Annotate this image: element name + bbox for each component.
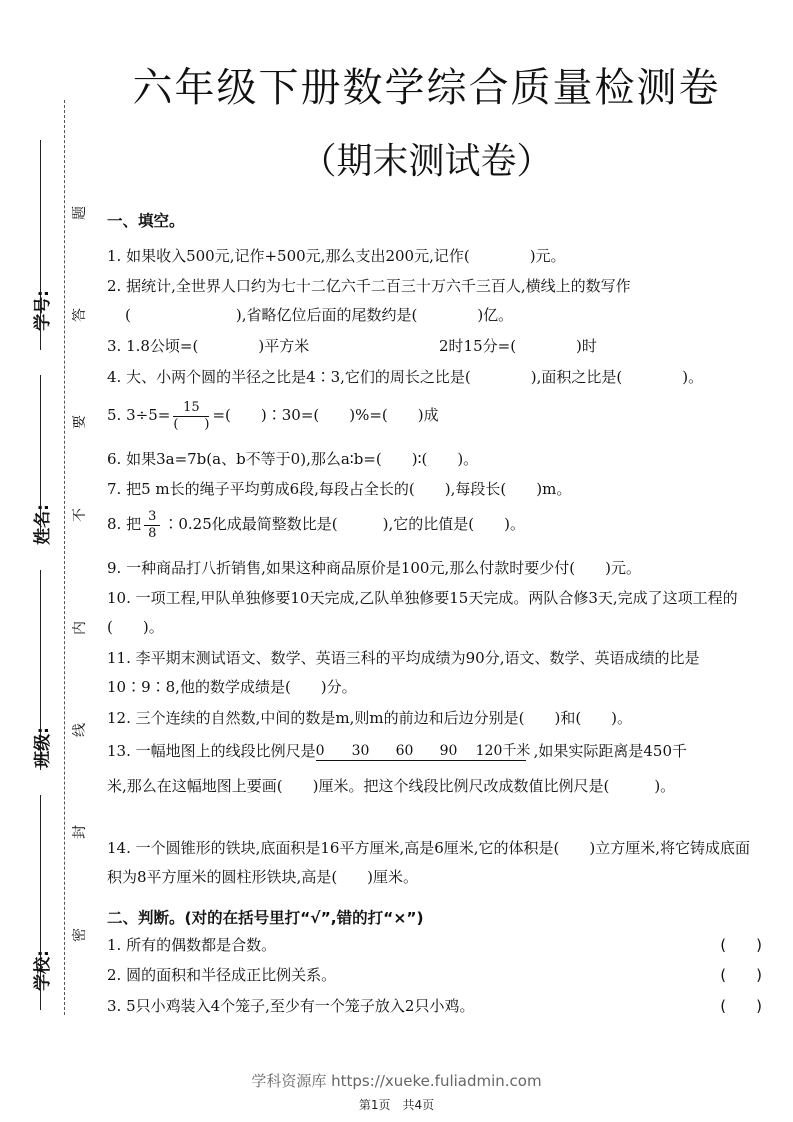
seal-char: 密: [72, 928, 88, 942]
line-scale: [316, 737, 534, 765]
question-9: 9. 一种商品打八折销售,如果这种商品原价是100元,那么付款时要少付( )元。: [107, 559, 641, 577]
judge-item-3: [107, 995, 762, 1016]
question-5-fraction: [173, 400, 209, 433]
seal-char: 题: [72, 206, 88, 220]
seal-char: 线: [72, 723, 88, 737]
question-1: 1. 如果收入500元,记作+500元,那么支出200元,记作( )元。: [107, 247, 566, 265]
question-5-pre: 5. 3÷5=: [107, 406, 171, 424]
question-3b: 2时15分=( )时: [439, 337, 597, 355]
scale-tick: 30: [351, 743, 370, 759]
seal-char: 不: [72, 508, 88, 522]
page-subtitle: （期末测试卷）: [300, 141, 553, 182]
question-8: [107, 504, 762, 544]
question-5-post: =( )∶30=( )%=( )成: [212, 406, 439, 424]
question-4: 4. 大、小两个圆的半径之比是4∶3,它们的周长之比是( ),面积之比是( )。: [107, 368, 704, 386]
question-13-rest: 米,那么在这幅地图上要画( )厘米。把这个线段比例尺改成数值比例尺是( )。: [107, 777, 676, 795]
seal-char: 要: [72, 415, 88, 429]
fraction-denominator: ( ): [173, 416, 210, 432]
question-5: [107, 395, 762, 435]
fraction-denominator: 8: [148, 525, 157, 541]
question-2-line2: ( ),省略亿位后面的尾数约是( )亿。: [125, 306, 514, 324]
question-8-fraction: [144, 509, 160, 542]
seal-char: 内: [72, 621, 88, 635]
scale-bar: [316, 760, 526, 761]
judge-item-text: 2. 圆的面积和半径成正比例关系。: [107, 966, 337, 984]
question-3: [107, 332, 762, 360]
question-13-post: ,如果实际距离是450千: [533, 742, 688, 760]
answer-bracket: ( ): [720, 966, 762, 984]
answer-bracket: ( ): [720, 997, 762, 1015]
page-number: 第1页 共4页: [358, 1098, 435, 1112]
binding-dashed-line: [64, 100, 65, 1015]
page-title: 六年级下册数学综合质量检测卷: [132, 65, 721, 111]
scale-tick: 60: [395, 743, 414, 759]
judge-item-text: 3. 5只小鸡装入4个笼子,至少有一个笼子放入2只小鸡。: [107, 997, 475, 1015]
question-3a: 3. 1.8公顷=( )平方米: [107, 337, 310, 355]
seal-char: 答: [72, 308, 88, 322]
section2-heading: 二、判断。(对的在括号里打“√”,错的打“×”): [107, 909, 424, 927]
question-7: 7. 把5 m长的绳子平均剪成6段,每段占全长的( ),每段长( )m。: [107, 480, 572, 498]
fraction-numerator: 3: [144, 509, 160, 526]
judge-item-1: [107, 934, 762, 955]
scale-tick: 90: [439, 743, 458, 759]
fraction-numerator: 15: [173, 400, 209, 417]
student-id-label: 学号:: [32, 290, 53, 331]
question-12: 12. 三个连续的自然数,中间的数是m,则m的前边和后边分别是( )和( )。: [107, 709, 633, 727]
answer-bracket: ( ): [720, 936, 762, 954]
school-label: 学校:: [32, 950, 53, 991]
question-10: 10. 一项工程,甲队单独修要10天完成,乙队单独修要15天完成。两队合修3天,完成了这项工程的( )。: [107, 589, 738, 636]
judge-item-2: [107, 964, 762, 985]
question-2-line1: 2. 据统计,全世界人口约为七十二亿六千二百三十万六千三百人,横线上的数写作: [107, 277, 631, 295]
scale-tick: 0: [315, 743, 325, 759]
class-label: 班级:: [32, 727, 53, 768]
question-8-post: ∶0.25化成最简整数比是( ),它的比值是( )。: [163, 515, 525, 533]
name-label: 姓名:: [32, 504, 53, 545]
question-6: 6. 如果3a=7b(a、b不等于0),那么a∶b=( )∶( )。: [107, 450, 479, 468]
scale-tick: 120千米: [475, 743, 531, 759]
watermark-footer: 学科资源库 https://xueke.fuliadmin.com: [251, 1072, 542, 1090]
question-11: 11. 李平期末测试语文、数学、英语三科的平均成绩为90分,语文、数学、英语成绩的比是10∶9∶8,他的数学成绩是( )分。: [107, 649, 700, 696]
question-8-pre: 8. 把: [107, 515, 142, 533]
section1-heading: 一、填空。: [107, 212, 185, 230]
question-13: [107, 737, 762, 765]
seal-char: 封: [72, 825, 88, 839]
judge-item-text: 1. 所有的偶数都是合数。: [107, 936, 277, 954]
question-13-pre: 13. 一幅地图上的线段比例尺是: [107, 742, 316, 760]
question-14: 14. 一个圆锥形的铁块,底面积是16平方厘米,高是6厘米,它的体积是( )立方厘米,将它铸成底面积为8平方厘米的圆柱形铁块,高是( )厘米。: [107, 839, 751, 886]
